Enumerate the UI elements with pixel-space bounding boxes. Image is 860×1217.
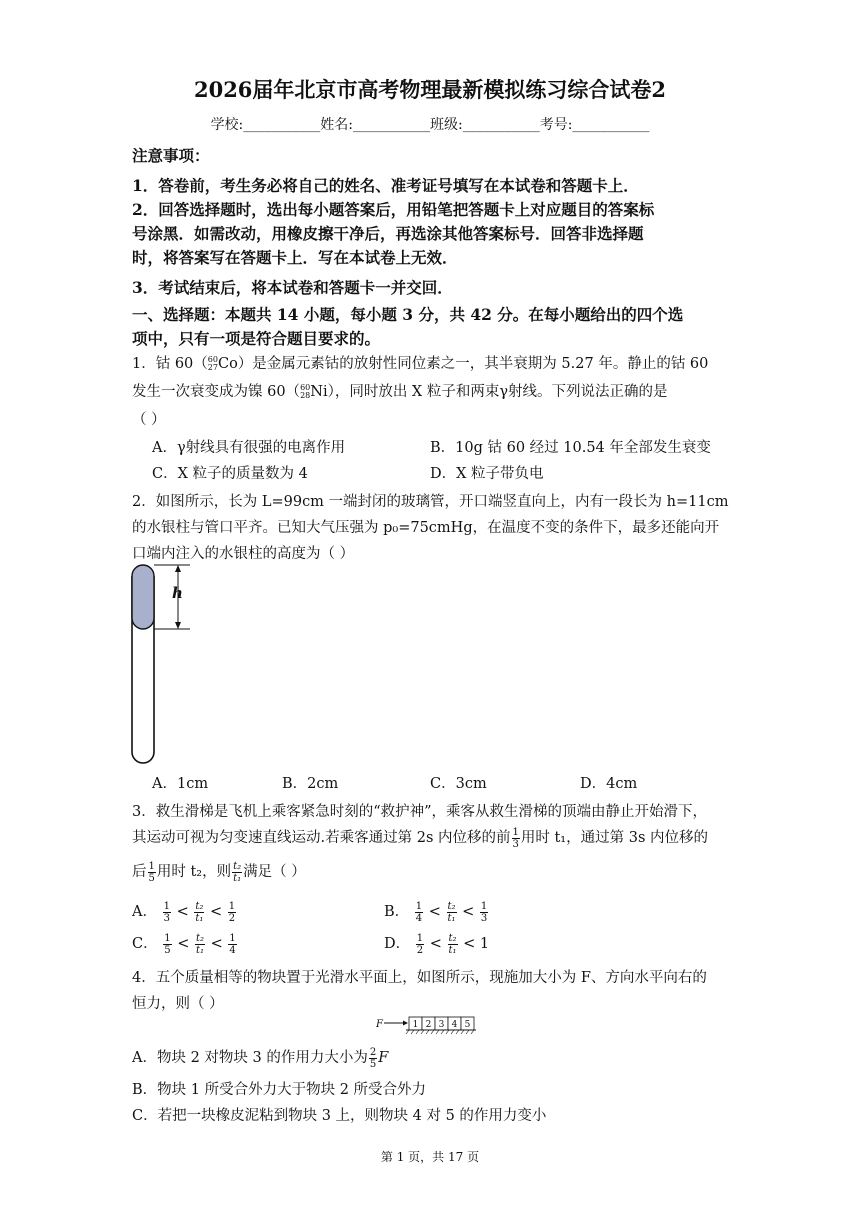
q3-text-e: 满足（ ） — [243, 864, 306, 880]
frac-den: 4 — [415, 912, 423, 924]
frac-den: t₁ — [195, 912, 204, 924]
frac — [163, 901, 171, 924]
q1-line-2 — [132, 380, 668, 401]
ratio — [194, 901, 204, 924]
q3-fraction-one-third — [512, 827, 520, 850]
ratio — [195, 933, 205, 956]
q4-line-1: 4．五个质量相等的物块置于光滑水平面上，如图所示，现施加大小为 F、方向水平向右的 — [132, 970, 707, 986]
frac — [415, 901, 423, 924]
q4-a-force: F — [378, 1050, 389, 1066]
q3-option-b[interactable] — [384, 900, 489, 924]
q3-option-d[interactable] — [384, 932, 489, 956]
student-info-line: 学校:___________姓名:___________班级:___________考号:___________ — [210, 117, 650, 133]
section-1-heading-line-1: 一、选择题：本题共 14 小题，每小题 3 分，共 42 分。在每小题给出的四个选 — [132, 305, 684, 324]
q4-option-a[interactable] — [132, 1046, 388, 1070]
mercury-column — [132, 565, 154, 629]
frac — [416, 933, 424, 956]
page-title: 2026届年北京市高考物理最新模拟练习综合试卷2 — [193, 77, 667, 102]
ratio — [448, 933, 458, 956]
co-isotope-numbers — [208, 356, 218, 372]
q1-option-d[interactable]: D．X 粒子带负电 — [430, 466, 544, 482]
option-prefix: B． — [384, 904, 410, 920]
frac-num: 1 — [512, 826, 519, 838]
lt-sign: < — [429, 936, 442, 952]
frac-den: t₁ — [195, 944, 204, 956]
q3-text-d: 用时 t₂，则 — [156, 864, 232, 880]
q3-ratio — [232, 861, 242, 884]
frac-num: 1 — [228, 900, 236, 912]
notice-item-1: 1．答卷前，考生务必将自己的姓名、准考证号填写在本试卷和答题卡上． — [132, 176, 639, 195]
ni-atomic-number: 28 — [300, 391, 311, 400]
q2-option-d[interactable]: D．4cm — [580, 776, 638, 792]
frac-num: 1 — [480, 900, 488, 912]
q4-a-text: A．物块 2 对物块 3 的作用力大小为 — [132, 1050, 368, 1066]
frac-num: 1 — [415, 900, 423, 912]
frac-den: 3 — [512, 838, 519, 850]
option-prefix: C． — [132, 936, 158, 952]
frac-num: t₂ — [447, 900, 456, 912]
q2-option-c[interactable]: C．3cm — [430, 776, 487, 792]
q3-fraction-one-fifth — [148, 861, 156, 884]
notice-item-2-line-1: 2．回答选择题时，选出每小题答案后，用铅笔把答题卡上对应题目的答案标 — [132, 200, 655, 219]
lt-sign: < — [210, 936, 223, 952]
co-mass-number: 60 — [207, 355, 218, 364]
block-label-1: 1 — [412, 1020, 419, 1030]
q3-option-c[interactable] — [132, 932, 238, 956]
q1-option-a[interactable]: A．γ射线具有很强的电离作用 — [152, 440, 346, 456]
ground-hatch — [406, 1030, 474, 1034]
q3-text-c: 后 — [132, 864, 147, 880]
option-prefix: A． — [132, 904, 157, 920]
q2-option-b[interactable]: B．2cm — [282, 776, 339, 792]
q1-line-1 — [132, 352, 708, 373]
q1-text-d: ），同时放出 X 粒子和两束γ射线。下列说法正确的是 — [327, 384, 668, 400]
force-arrow-head — [403, 1021, 408, 1026]
q1-text-a: 1．钴 60（ — [132, 356, 208, 372]
q4-line-2: 恒力，则（ ） — [132, 996, 224, 1012]
notice-item-2-line-2: 号涂黑．如需改动，用橡皮擦干净后，再选涂其他答案标号．回答非选择题 — [132, 224, 644, 243]
notice-item-2-line-3: 时，将答案写在答题卡上．写在本试卷上无效． — [132, 248, 458, 267]
q1-option-c[interactable]: C．X 粒子的质量数为 4 — [152, 466, 308, 482]
notice-item-3: 3．考试结束后，将本试卷和答题卡一并交回． — [132, 278, 453, 297]
block-label-3: 3 — [438, 1020, 445, 1030]
frac-den: 5 — [369, 1058, 377, 1070]
q2-line-3: 口端内注入的水银柱的高度为（ ） — [132, 546, 355, 562]
q3-option-a[interactable] — [132, 900, 237, 924]
ratio — [447, 901, 457, 924]
co-symbol: Co — [217, 356, 238, 372]
q3-line-3 — [132, 860, 306, 884]
block-label-4: 4 — [451, 1020, 458, 1030]
lt-sign: < — [428, 904, 441, 920]
frac-den: 5 — [148, 872, 155, 884]
q2-option-a[interactable]: A．1cm — [152, 776, 209, 792]
q1-text-b: ）是金属元素钴的放射性同位素之一，其半衰期为 5.27 年。静止的钴 60 — [237, 356, 709, 372]
ni-symbol: Ni — [310, 384, 328, 400]
notice-heading: 注意事项： — [132, 146, 210, 165]
force-label: F — [376, 1019, 383, 1030]
glass-tube-figure — [126, 562, 206, 768]
frac-num: 1 — [163, 900, 170, 912]
page-footer: 第 1 页，共 17 页 — [380, 1150, 480, 1164]
frac-num: 1 — [164, 932, 171, 944]
q2-line-1: 2．如图所示，长为 L=99cm 一端封闭的玻璃管，开口端竖直向上，内有一段长为 h=11cm — [132, 494, 729, 510]
q1-option-b[interactable]: B．10g 钴 60 经过 10.54 年全部发生衰变 — [430, 440, 711, 456]
lt-sign: < — [462, 904, 475, 920]
q4-a-fraction — [369, 1047, 377, 1070]
frac-den: 3 — [163, 912, 170, 924]
upper-bound: < 1 — [463, 936, 490, 952]
blocks-group — [409, 1017, 474, 1030]
frac-den: t₁ — [448, 944, 457, 956]
blocks-figure — [376, 1014, 480, 1036]
frac-num: t₂ — [448, 932, 457, 944]
frac-num: t₂ — [195, 932, 204, 944]
frac-den: 4 — [229, 944, 236, 956]
frac-den: 2 — [416, 944, 424, 956]
lt-sign: < — [176, 904, 189, 920]
frac-den: 2 — [228, 912, 236, 924]
co-atomic-number: 27 — [207, 363, 218, 372]
q3-text-a: 其运动可视为匀变速直线运动.若乘客通过第 2s 内位移的前 — [132, 830, 511, 846]
q3-line-1: 3．救生滑梯是飞机上乘客紧急时刻的“救护神”，乘客从救生滑梯的顶端由静止开始滑下， — [132, 804, 708, 820]
option-prefix: D． — [384, 936, 411, 952]
frac-den: t₁ — [447, 912, 456, 924]
frac — [228, 933, 236, 956]
frac-num: 1 — [148, 860, 155, 872]
h-arrow-top — [175, 565, 181, 572]
frac — [480, 901, 488, 924]
frac — [228, 901, 236, 924]
q2-line-2: 的水银柱与管口平齐。已知大气压强为 p₀=75cmHg，在温度不变的条件下，最多还能向开 — [132, 520, 720, 536]
frac-num: 1 — [416, 932, 424, 944]
section-1-heading-line-2: 项中，只有一项是符合题目要求的。 — [132, 329, 381, 348]
lt-sign: < — [177, 936, 190, 952]
lt-sign: < — [209, 904, 223, 920]
frac-den: 5 — [164, 944, 171, 956]
h-label: h — [172, 584, 183, 602]
frac-num: t₂ — [233, 860, 242, 872]
q4-option-c[interactable]: C．若把一块橡皮泥粘到物块 3 上，则物块 4 对 5 的作用力变小 — [132, 1108, 547, 1124]
ni-isotope-numbers — [300, 384, 310, 400]
frac-num: 2 — [369, 1046, 377, 1058]
q1-answer-blank: （ ） — [132, 412, 166, 428]
q3-line-2 — [132, 826, 708, 850]
frac-num: t₂ — [195, 900, 204, 912]
q4-option-b[interactable]: B．物块 1 所受合外力大于物块 2 所受合外力 — [132, 1082, 427, 1098]
block-label-5: 5 — [464, 1020, 471, 1030]
frac — [163, 933, 171, 956]
frac-den: t₁ — [233, 872, 242, 884]
ni-mass-number: 60 — [300, 383, 311, 392]
frac-den: 3 — [480, 912, 488, 924]
frac-num: 1 — [229, 932, 236, 944]
q1-text-c: 发生一次衰变成为镍 60（ — [132, 384, 301, 400]
block-label-2: 2 — [425, 1020, 432, 1030]
q3-text-b: 用时 t₁，通过第 3s 内位移的 — [520, 830, 709, 846]
h-arrow-bottom — [175, 622, 181, 629]
